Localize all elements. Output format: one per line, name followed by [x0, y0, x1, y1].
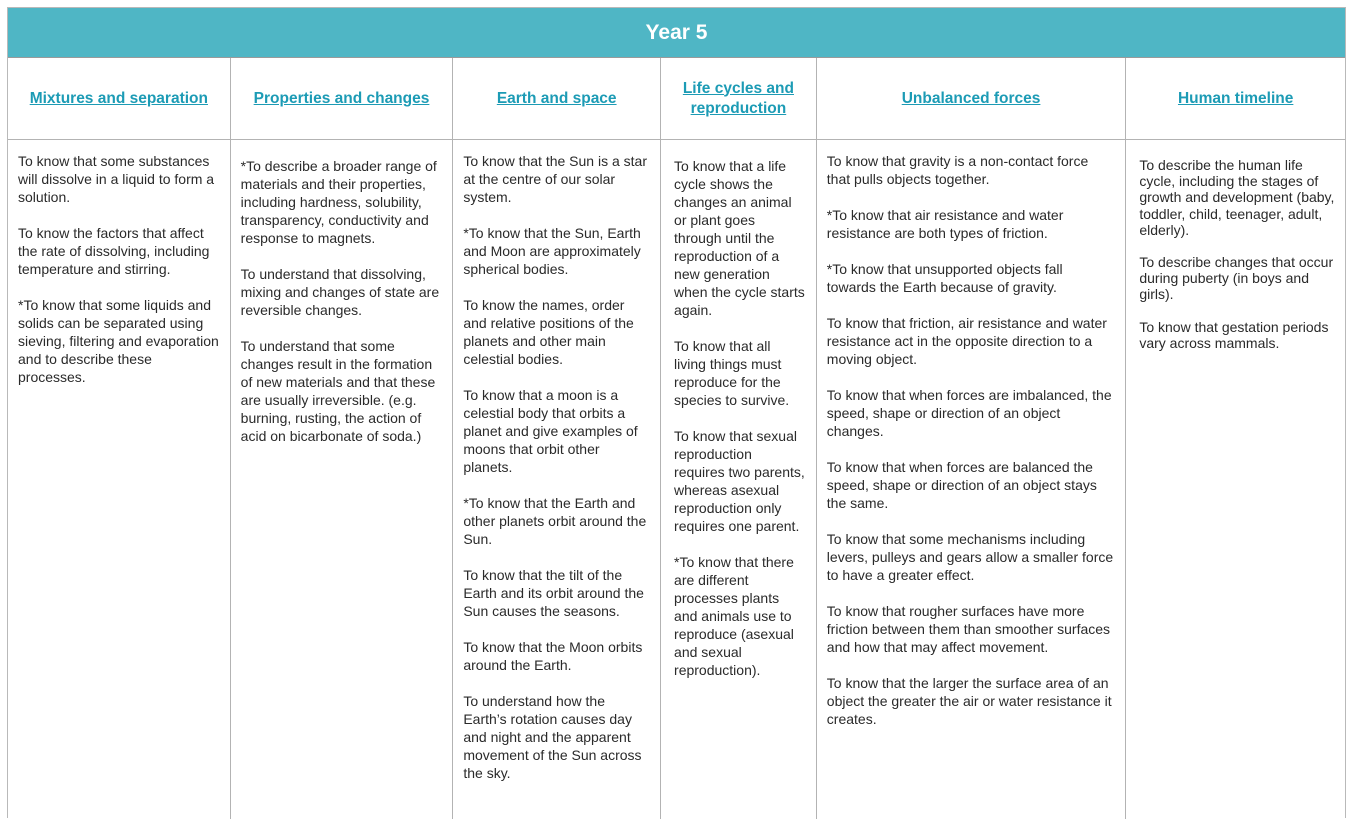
topic-column-mixtures — [8, 58, 231, 819]
learning-point: *To know that there are different processes plants and animals use to reproduce (asexual and sexual reproduction). — [674, 554, 794, 678]
learning-point: To describe the human life cycle, including the stages of growth and development (baby, toddler, child, teenager, adult, elderly). — [1139, 157, 1335, 238]
topic-heading-cell — [231, 58, 453, 140]
learning-point: *To know that unsupported objects fall towards the Earth because of gravity. — [826, 261, 1063, 295]
learning-point: To understand that some changes result in the formation of new materials and that these are usually irreversible. (e.g. burning, rusting, the action of acid on bicarbonate of soda.) — [240, 338, 436, 444]
learning-point: To know that rougher surfaces have more friction between them than smoother surfaces and how that may affect movement. — [826, 603, 1111, 655]
topic-points — [453, 140, 660, 800]
learning-point: To know that the Moon orbits around the Earth. — [463, 639, 643, 673]
topic-heading-cell — [453, 58, 660, 140]
learning-point: *To know that the Sun, Earth and Moon are approximately spherical bodies. — [463, 225, 641, 277]
learning-point: To know the names, order and relative positions of the planets and other main celestial bodies. — [463, 297, 634, 367]
learning-point: To know that gestation periods vary across mammals. — [1139, 318, 1329, 351]
topic-points — [8, 140, 230, 404]
learning-point: To know that when forces are balanced the speed, shape or direction of an object stays the same. — [826, 459, 1097, 511]
year-title: Year 5 — [8, 8, 1345, 58]
learning-point: To know that the Sun is a star at the centre of our solar system. — [463, 153, 647, 205]
learning-point: To know that friction, air resistance and water resistance act in the opposite direction to a moving object. — [826, 315, 1107, 367]
topic-heading-cell — [817, 58, 1126, 140]
topic-column-forces — [817, 58, 1127, 819]
topic-points — [1126, 140, 1345, 367]
learning-point: To know that a life cycle shows the changes an animal or plant goes through until the reproduction of a new generation when the cycle starts again. — [674, 158, 805, 318]
learning-point: To know that sexual reproduction requires two parents, whereas asexual reproduction only requires one parent. — [674, 428, 805, 534]
learning-point: To know that the larger the surface area of an object the greater the air or water resistance it creates. — [826, 675, 1112, 727]
learning-point: To know that some substances will dissolve in a liquid to form a solution. — [18, 153, 215, 205]
learning-point: To know that gravity is a non-contact force that pulls objects together. — [826, 153, 1089, 187]
topic-column-properties — [231, 58, 454, 819]
learning-point: To know that some mechanisms including levers, pulleys and gears allow a smaller force to have a greater effect. — [826, 531, 1114, 583]
learning-point: *To know that air resistance and water resistance are both types of friction. — [826, 207, 1064, 241]
learning-point: To understand how the Earth’s rotation causes day and night and the apparent movement of the Sun across the sky. — [463, 693, 642, 781]
topic-points — [817, 140, 1126, 746]
learning-point: *To know that some liquids and solids can be separated using sieving, filtering and evaporation and to describe these processes. — [18, 297, 219, 385]
topic-points — [231, 140, 453, 463]
topic-column-life-cycles — [661, 58, 817, 819]
learning-point: To know that the tilt of the Earth and its orbit around the Sun causes the seasons. — [463, 567, 644, 619]
topic-link-mixtures[interactable]: Mixtures and separation — [29, 89, 208, 107]
topic-link-forces[interactable]: Unbalanced forces — [901, 89, 1041, 107]
topic-points — [661, 140, 816, 697]
topic-grid — [8, 58, 1345, 819]
curriculum-table — [7, 7, 1346, 818]
learning-point: To know the factors that affect the rate of dissolving, including temperature and stirring. — [18, 225, 210, 277]
learning-point: To understand that dissolving, mixing and changes of state are reversible changes. — [240, 266, 440, 318]
topic-heading-cell — [1126, 58, 1345, 140]
learning-point: To know that a moon is a celestial body that orbits a planet and give examples of moons that orbit other planets. — [463, 387, 638, 475]
learning-point: *To describe a broader range of materials and their properties, including hardness, solubility, transparency, conductivity and response to magnets. — [240, 158, 437, 246]
topic-column-human-timeline — [1126, 58, 1345, 819]
learning-point: To know that all living things must reproduce for the species to survive. — [674, 338, 790, 408]
topic-link-properties[interactable]: Properties and changes — [253, 89, 430, 107]
topic-link-human-timeline[interactable]: Human timeline — [1177, 89, 1294, 107]
topic-link-life-cycles[interactable]: Life cycles and reproduction — [682, 79, 794, 117]
topic-heading-cell — [661, 58, 816, 140]
learning-point: To describe changes that occur during puberty (in boys and girls). — [1139, 254, 1334, 303]
learning-point: *To know that the Earth and other planets orbit around the Sun. — [463, 495, 647, 547]
learning-point: To know that when forces are imbalanced, the speed, shape or direction of an object changes. — [826, 387, 1112, 439]
topic-column-earth-space — [453, 58, 661, 819]
topic-link-earth-space[interactable]: Earth and space — [496, 89, 617, 107]
topic-heading-cell — [8, 58, 230, 140]
